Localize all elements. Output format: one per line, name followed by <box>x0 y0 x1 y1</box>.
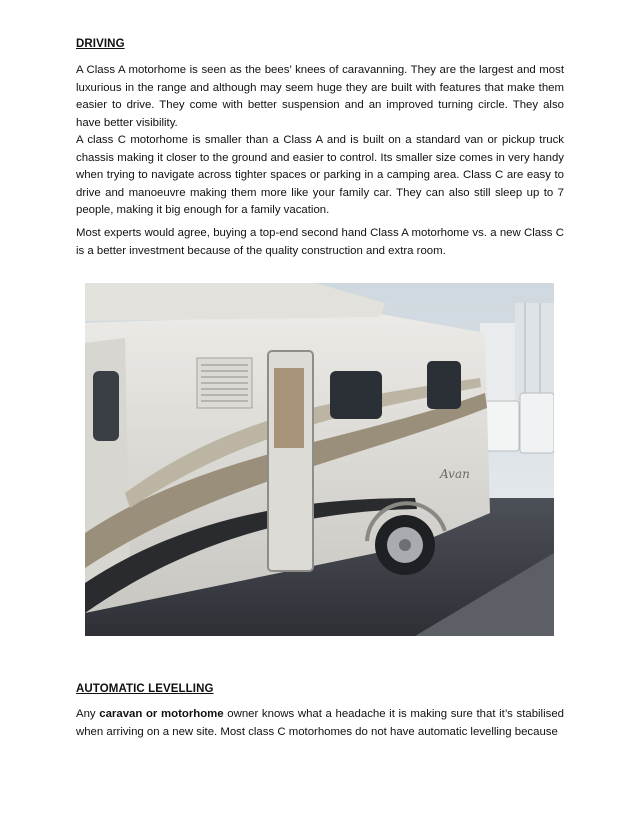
paragraph-class-a: A Class A motorhome is seen as the bees’ knees of caravanning. They are the largest and most luxurious in the range and although may seem huge they are built with features that make them easier to drive. They come with better suspension and an improved turning circle. They also have better visibility. <box>76 64 564 129</box>
section-heading-automatic-levelling: AUTOMATIC LEVELLING <box>76 683 214 695</box>
paragraph-rest: owner knows what a headache it is making sure that it’s stabilised when arriving on a new site. Most class C motorhomes do not have automatic levelling because <box>76 708 564 738</box>
paragraph-bold-phrase: caravan or motorhome <box>99 708 224 720</box>
section-heading-driving: DRIVING <box>76 38 125 50</box>
paragraph-experts: Most experts would agree, buying a top-end second hand Class A motorhome vs. a new Class C is a better investment because of the quality construction and extra room. <box>76 227 564 257</box>
paragraph-prefix: Any <box>76 708 100 720</box>
badge-text: Avan <box>440 467 470 481</box>
paragraph-class-c: A class C motorhome is smaller than a Class A and is built on a standard van or pickup truck chassis making it closer to the ground and easier to control. Its smaller size comes in very handy when trying to navigate across tighter spaces or parking in a camping area. Class C are easy to drive and manoeuvre making them more like your family car. They can also still sleep up to 7 people, making it big enough for a family vacation. <box>76 134 564 216</box>
paragraph-levelling <box>76 706 564 741</box>
motorhome-photo <box>85 283 554 636</box>
